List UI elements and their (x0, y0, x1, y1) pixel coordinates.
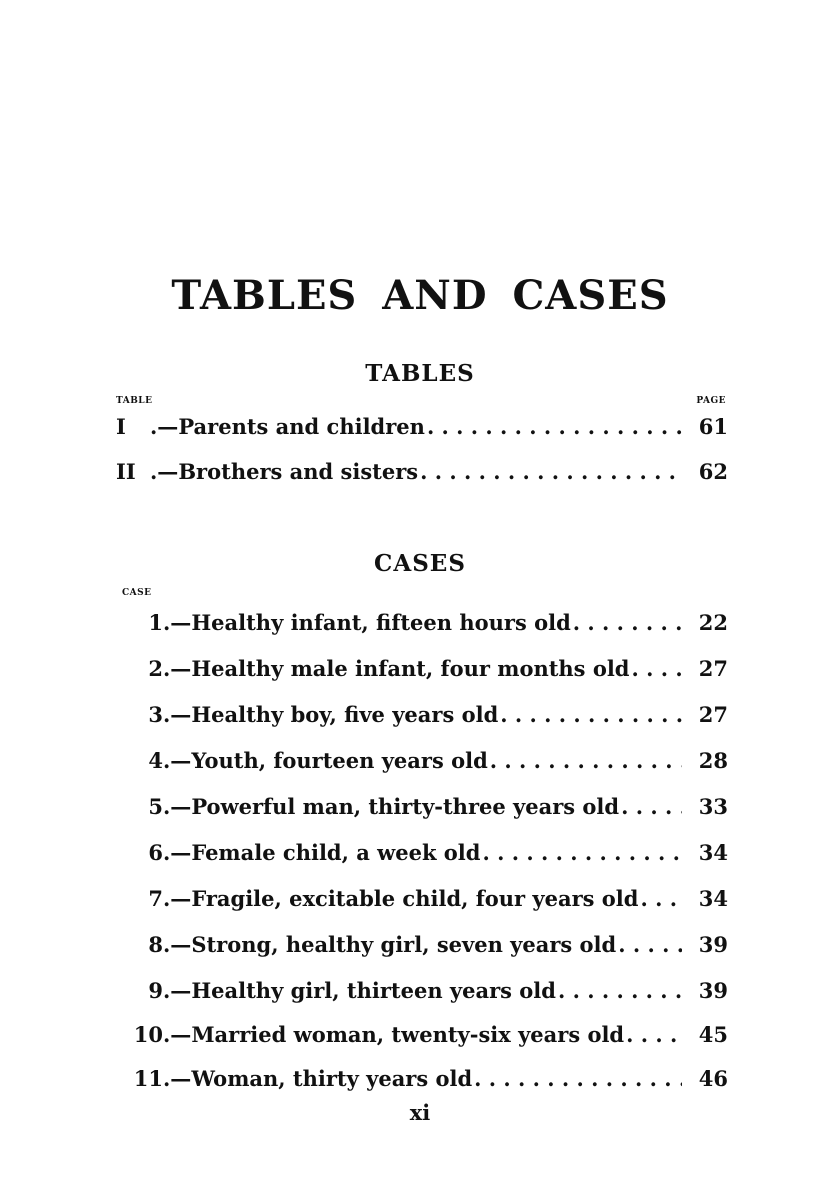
entry-number: 4 (148, 748, 163, 773)
entry-page: 34 (698, 886, 728, 911)
case-entry (116, 932, 728, 962)
page-title: TABLES AND CASES (171, 272, 669, 319)
entry-number: 2 (148, 656, 163, 681)
entry-label: Female child, a week old (191, 840, 481, 865)
dot-leader (482, 840, 682, 865)
entry-dash: .— (163, 610, 192, 635)
entry-page: 33 (698, 794, 728, 819)
entry-label: Healthy male infant, four months old (191, 656, 630, 681)
entry-dash: .— (163, 978, 192, 1003)
entry-number: 8 (148, 932, 163, 957)
entry-page: 22 (698, 610, 728, 635)
entry-page: 28 (698, 748, 728, 773)
entry-label: Healthy boy, five years old (191, 702, 499, 727)
entry-page: 39 (698, 978, 728, 1003)
entry-label: Fragile, excitable child, four years old (191, 886, 639, 911)
entry-number: 6 (148, 840, 163, 865)
entry-number: 7 (148, 886, 163, 911)
page-column-label: PAGE (696, 396, 726, 406)
dot-leader (626, 1022, 682, 1047)
dot-leader (490, 748, 682, 773)
entry-dash: .— (163, 702, 192, 727)
entry-label: Parents and children (178, 414, 425, 439)
case-entry (116, 610, 728, 640)
entry-dash: .— (163, 886, 192, 911)
case-entry (116, 702, 728, 732)
tables-heading: TABLES (365, 360, 475, 387)
entry-dash: .— (163, 748, 192, 773)
table-entry (116, 459, 728, 489)
dot-leader (558, 978, 682, 1003)
entry-label: Brothers and sisters (178, 459, 419, 484)
dot-leader (640, 886, 682, 911)
entry-label: Married woman, twenty-six years old (191, 1022, 625, 1047)
entry-dash: .— (150, 414, 179, 439)
entry-number: 3 (148, 702, 163, 727)
dot-leader (474, 1066, 682, 1091)
entry-number: 11 (133, 1066, 163, 1091)
case-entry (116, 1022, 728, 1052)
entry-page: 46 (698, 1066, 728, 1091)
page-folio: xi (409, 1100, 431, 1125)
dot-leader (420, 459, 682, 484)
entry-dash: .— (163, 656, 192, 681)
dot-leader (427, 414, 682, 439)
case-entry (116, 656, 728, 686)
case-column-label: CASE (122, 588, 152, 598)
case-entry (116, 886, 728, 916)
entry-number: 1 (148, 610, 163, 635)
entry-page: 34 (698, 840, 728, 865)
entry-page: 27 (698, 656, 728, 681)
entry-label: Woman, thirty years old (191, 1066, 473, 1091)
entry-dash: .— (163, 1066, 192, 1091)
entry-page: 61 (698, 414, 728, 439)
entry-page: 27 (698, 702, 728, 727)
entry-label: Powerful man, thirty-three years old (191, 794, 620, 819)
dot-leader (500, 702, 682, 727)
dot-leader (573, 610, 682, 635)
dot-leader (631, 656, 682, 681)
entry-dash: .— (150, 459, 179, 484)
entry-number: 9 (148, 978, 163, 1003)
case-entry (116, 978, 728, 1008)
entry-label: Healthy girl, thirteen years old (191, 978, 556, 1003)
entry-page: 39 (698, 932, 728, 957)
case-entry (116, 794, 728, 824)
cases-heading: CASES (374, 550, 466, 577)
entry-page: 45 (698, 1022, 728, 1047)
entry-dash: .— (163, 932, 192, 957)
case-entry (116, 748, 728, 778)
entry-dash: .— (163, 1022, 192, 1047)
entry-number: I (116, 414, 126, 439)
case-entry (116, 1066, 728, 1096)
entry-label: Youth, fourteen years old (191, 748, 488, 773)
entry-dash: .— (163, 840, 192, 865)
entry-number: 5 (148, 794, 163, 819)
entry-number: 10 (133, 1022, 163, 1047)
entry-number: II (116, 459, 136, 484)
entry-label: Strong, healthy girl, seven years old (191, 932, 617, 957)
case-entry (116, 840, 728, 870)
entry-page: 62 (698, 459, 728, 484)
table-entry (116, 414, 728, 444)
table-column-label: TABLE (116, 396, 153, 406)
entry-dash: .— (163, 794, 192, 819)
dot-leader (621, 794, 682, 819)
entry-label: Healthy infant, fifteen hours old (191, 610, 571, 635)
dot-leader (618, 932, 682, 957)
